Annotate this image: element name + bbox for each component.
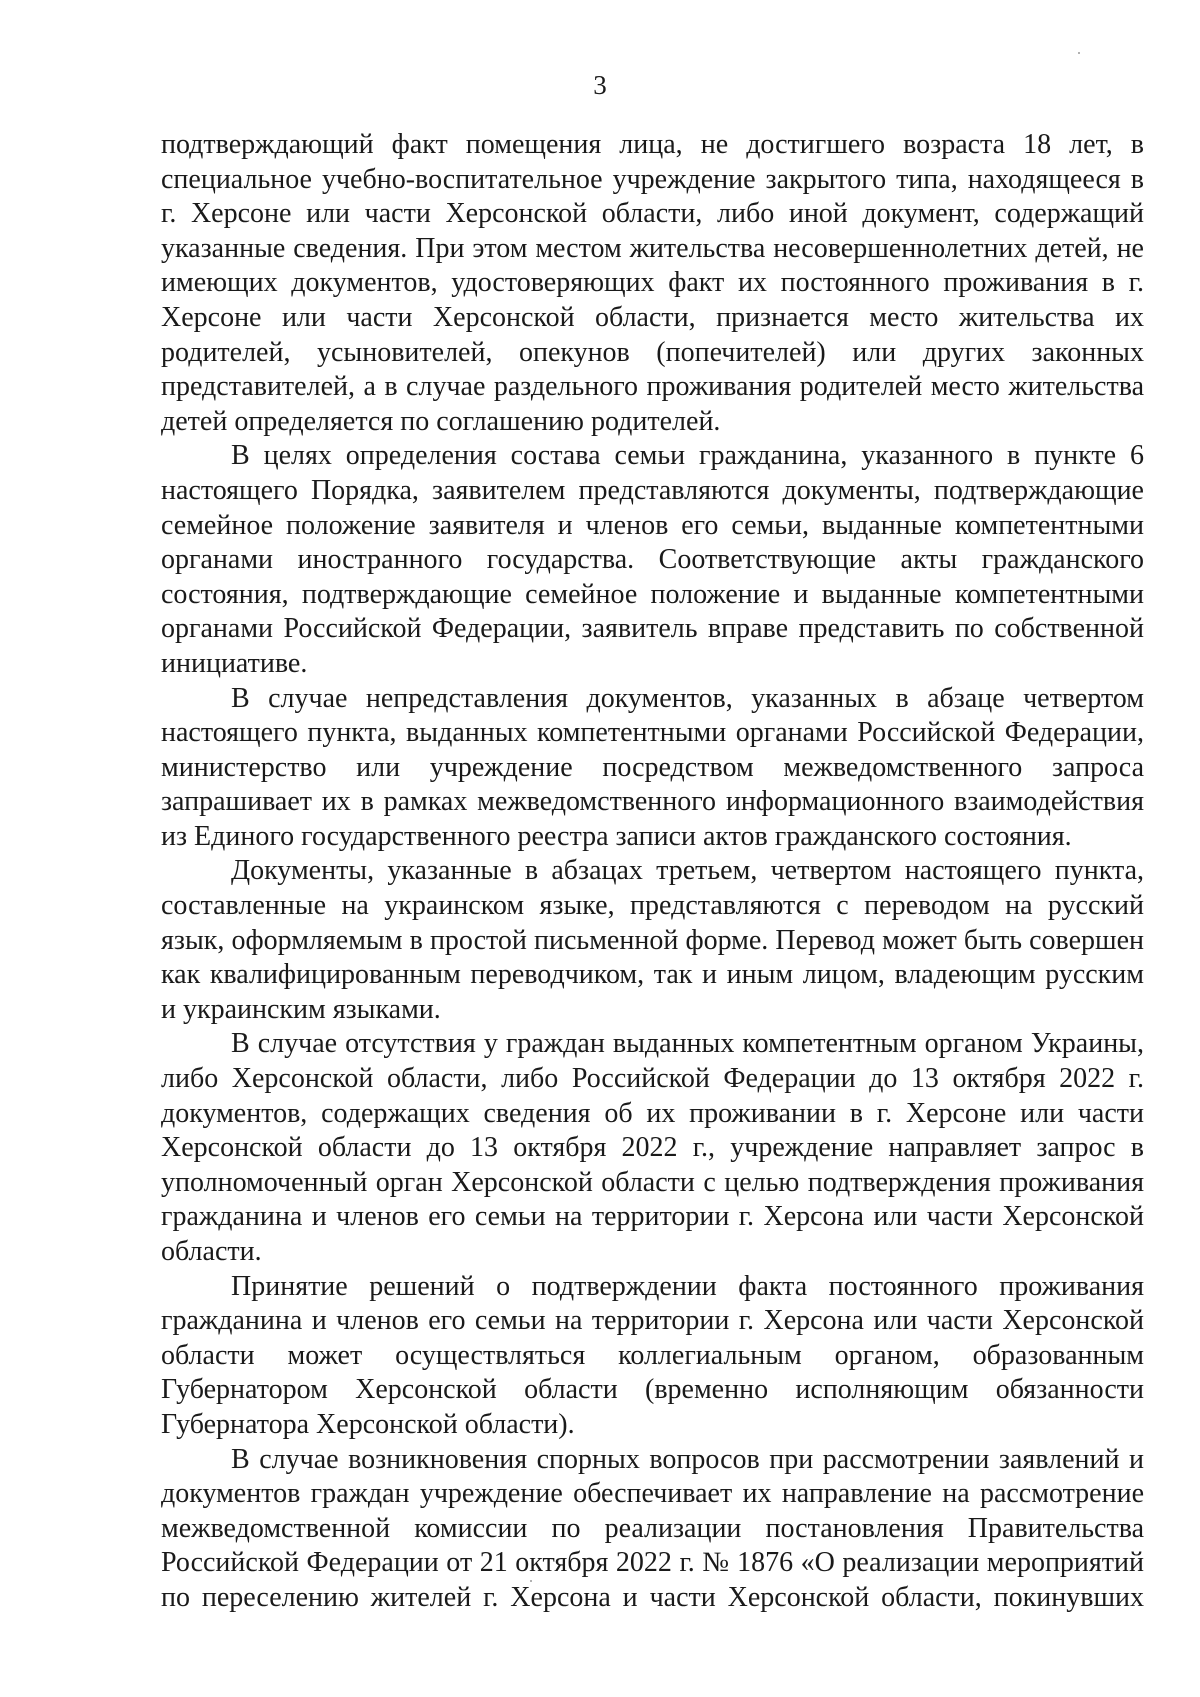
paragraph-translation: Документы, указанные в абзацах третьем, четвертом настоящего пункта, составленные на украинском языке, представляются с переводом на русский язык, оформляемым в простой письменной форме. Перевод может быть совершен как квалифицированным переводчиком, так и иным лицом, владеющим русским и украинским языками. xyxy=(161,855,1144,1025)
paragraph-continuation: подтверждающий факт помещения лица, не достигшего возраста 18 лет, в специальное учебно-воспитательное учреждение закрытого типа, находящееся в г. Херсоне или части Херсонской области, либо иной документ, содержащий указанные сведения. При этом местом жительства несовершеннолетних детей, не имеющих документов, удостоверяющих факт их постоянного проживания в г. Херсоне или части Херсонской области, признается место жительства их родителей, усыновителей, опекунов (попечителей) или других законных представителей, а в случае раздельного проживания родителей место жительства детей определяется по соглашению родителей. xyxy=(161,129,1144,437)
paragraph-family-composition: В целях определения состава семьи гражданина, указанного в пункте 6 настоящего Порядка, заявителем представляются документы, подтверждающие семейное положение заявителя и членов его семьи, выданные компетентными органами иностранного государства. Соответствующие акты гражданского состояния, подтверждающие семейное положение и выданные компетентными органами Российской Федерации, заявитель вправе представить по собственной инициативе. xyxy=(161,440,1144,679)
document-body xyxy=(161,128,1144,1616)
scan-speck xyxy=(1078,52,1080,54)
paragraph-residence-request: В случае отсутствия у граждан выданных компетентным органом Украины, либо Херсонской области, либо Российской Федерации до 13 октября 2022 г. документов, содержащих сведения об их проживании в г. Херсоне или части Херсонской области до 13 октября 2022 г., учреждение направляет запрос в уполномоченный орган Херсонской области с целью подтверждения проживания гражданина и членов его семьи на территории г. Херсона или части Херсонской области. xyxy=(161,1028,1144,1267)
paragraph-collegial-body: Принятие решений о подтверждении факта постоянного проживания гражданина и членов его семьи на территории г. Херсона или части Херсонской области может осуществляться коллегиальным органом, образованным Губернатором Херсонской области (временно исполняющим обязанности Губернатора Херсонской области). xyxy=(161,1270,1144,1440)
scan-speck xyxy=(530,1580,532,1582)
paragraph-interagency-request: В случае непредставления документов, указанных в абзаце четвертом настоящего пункта, выданных компетентными органами Российской Федерации, министерство или учреждение посредством межведомственного запроса запрашивает их в рамках межведомственного информационного взаимодействия из Единого государственного реестра записи актов гражданского состояния. xyxy=(161,682,1144,852)
paragraph-disputes: В случае возникновения спорных вопросов при рассмотрении заявлений и документов граждан учреждение обеспечивает их направление на рассмотрение межведомственной комиссии по реализации постановления Правительства Российской Федерации от 21 октября 2022 г. № 1876 «О реализации мероприятий по переселению жителей г. Херсона и части Херсонской области, покинувших xyxy=(161,1443,1144,1613)
page-number: 3 xyxy=(593,70,607,100)
